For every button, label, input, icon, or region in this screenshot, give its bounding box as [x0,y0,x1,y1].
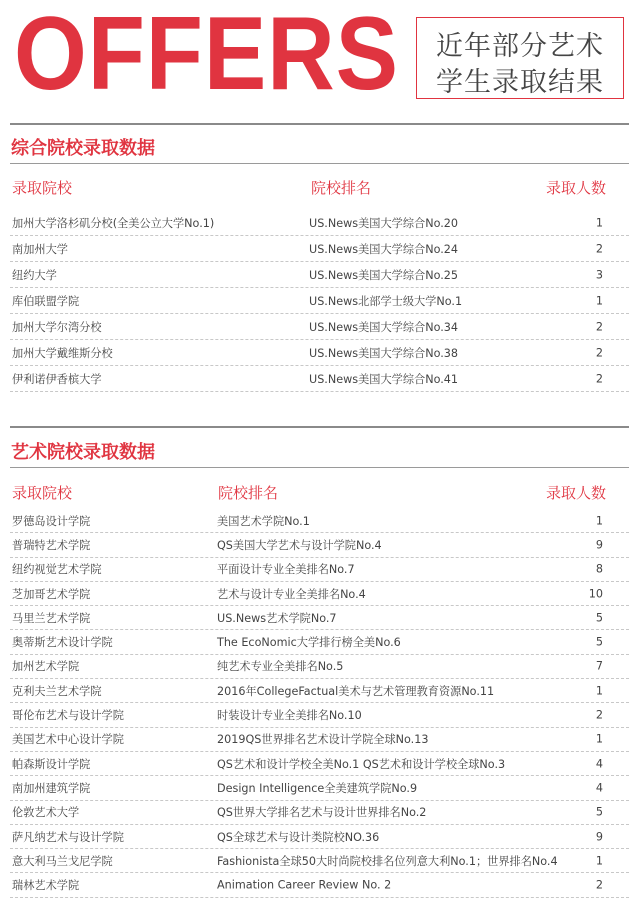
school-name: 意大利马兰戈尼学院 [12,854,113,868]
admit-count: 8 [595,562,603,576]
admit-count: 9 [595,538,603,552]
table-row [10,874,629,898]
table-row [10,314,629,340]
section-divider [10,123,629,125]
school-rank: Fashionista全球50大时尚院校排名位列意大利No.1；世界排名No.4 [217,854,558,868]
school-name: 奥蒂斯艺术设计学院 [12,636,113,650]
admit-count: 4 [595,781,603,795]
table-row [10,752,629,776]
school-name: 纽约视觉艺术学院 [12,563,102,577]
admit-count: 1 [595,854,603,868]
admit-count: 10 [588,587,603,601]
school-rank: US.News美国大学综合No.25 [309,268,459,282]
school-rank: Design Intelligence全美建筑学院No.9 [217,781,418,795]
school-name: 美国艺术中心设计学院 [12,733,124,747]
school-rank: US.News北部学士级大学No.1 [309,294,463,308]
school-rank: QS世界大学排名艺术与设计世界排名No.2 [217,806,427,820]
art-section-title: 艺术院校录取数据 [11,442,155,463]
school-rank: 艺术与设计专业全美排名No.4 [217,587,366,601]
school-name: 芝加哥艺术学院 [12,587,91,601]
school-name: 加州艺术学院 [12,660,80,674]
table-row [10,849,629,873]
school-name: 南加州建筑学院 [12,781,91,795]
table-row [10,262,629,288]
admit-count: 2 [595,372,603,385]
admit-count: 1 [595,514,603,528]
school-name: 库伯联盟学院 [12,294,80,308]
school-rank: US.News艺术学院No.7 [217,611,337,625]
school-rank: US.News美国大学综合No.34 [309,320,459,334]
school-rank: US.News美国大学综合No.41 [309,372,459,386]
school-name: 克利夫兰艺术学院 [12,684,102,698]
admit-count: 3 [595,268,603,281]
school-rank: 2019QS世界排名艺术设计学院全球No.13 [217,733,429,747]
school-rank: 纯艺术专业全美排名No.5 [217,660,344,674]
admit-count: 5 [595,635,603,649]
school-rank: US.News美国大学综合No.20 [309,216,459,230]
admit-count: 2 [595,708,603,722]
table-row [10,606,629,630]
section-title-underline [10,467,629,468]
school-rank: QS美国大学艺术与设计学院No.4 [217,538,382,552]
admit-count: 2 [595,878,603,892]
table-row [10,728,629,752]
admit-count: 2 [595,320,603,333]
subtitle-line-2: 学生录取结果 [436,67,604,98]
comprehensive-section-title: 综合院校录取数据 [11,138,155,159]
school-rank: 2016年CollegeFactual美术与艺术管理教育资源No.11 [217,684,495,698]
section-title-underline [10,163,629,164]
table-row [10,679,629,703]
table-row [10,703,629,727]
table-row [10,509,629,533]
art-header-count: 录取人数 [545,484,606,502]
table-row [10,533,629,557]
admit-count: 9 [595,830,603,844]
table-row [10,366,629,392]
table-row [10,236,629,262]
school-name: 加州大学洛杉矶分校(全美公立大学No.1) [12,216,215,230]
section-divider [10,426,629,428]
school-rank: QS艺术和设计学校全美No.1 QS艺术和设计学校全球No.3 [217,757,506,771]
school-name: 萨凡纳艺术与设计学院 [12,830,124,844]
school-name: 哥伦布艺术与设计学院 [12,709,124,723]
school-rank: US.News美国大学综合No.38 [309,346,459,360]
comprehensive-header-count: 录取人数 [545,179,606,197]
table-row [10,801,629,825]
admit-count: 7 [595,659,603,673]
school-rank: QS全球艺术与设计类院校NO.36 [217,830,380,844]
school-name: 普瑞特艺术学院 [12,538,91,552]
school-name: 纽约大学 [12,268,57,282]
admit-count: 5 [595,805,603,819]
subtitle-box [416,17,624,99]
art-header-rank: 院校排名 [218,484,279,502]
school-name: 帕森斯设计学院 [12,757,91,771]
admit-count: 2 [595,346,603,359]
table-row [10,776,629,800]
school-rank: The EcoNomic大学排行榜全美No.6 [217,636,401,650]
school-name: 伊利诺伊香槟大学 [12,372,102,386]
table-row [10,825,629,849]
table-row [10,288,629,314]
admit-count: 1 [595,216,603,229]
school-name: 南加州大学 [12,242,68,256]
school-name: 伦敦艺术大学 [12,806,80,820]
table-row [10,340,629,366]
table-row [10,582,629,606]
school-rank: 时装设计专业全美排名No.10 [217,709,362,723]
table-row [10,558,629,582]
school-rank: 美国艺术学院No.1 [217,514,310,528]
table-row [10,631,629,655]
subtitle-line-1: 近年部分艺术 [436,31,604,62]
table-row [10,210,629,236]
school-name: 加州大学尔湾分校 [12,320,102,334]
school-name: 罗德岛设计学院 [12,514,91,528]
admit-count: 5 [595,611,603,625]
admit-count: 2 [595,242,603,255]
comprehensive-header-school: 录取院校 [12,179,73,197]
school-name: 加州大学戴维斯分校 [12,346,113,360]
school-name: 瑞林艺术学院 [12,879,80,893]
admit-count: 1 [595,294,603,307]
admit-count: 1 [595,732,603,746]
admit-count: 4 [595,757,603,771]
hero-header [0,0,643,110]
art-header-school: 录取院校 [12,484,73,502]
school-rank: 平面设计专业全美排名No.7 [217,563,355,577]
school-rank: Animation Career Review No. 2 [217,878,392,892]
table-row [10,655,629,679]
admit-count: 1 [595,684,603,698]
offers-title: OFFERS [14,0,400,112]
comprehensive-header-rank: 院校排名 [311,179,372,197]
school-rank: US.News美国大学综合No.24 [309,242,459,256]
school-name: 马里兰艺术学院 [12,611,91,625]
